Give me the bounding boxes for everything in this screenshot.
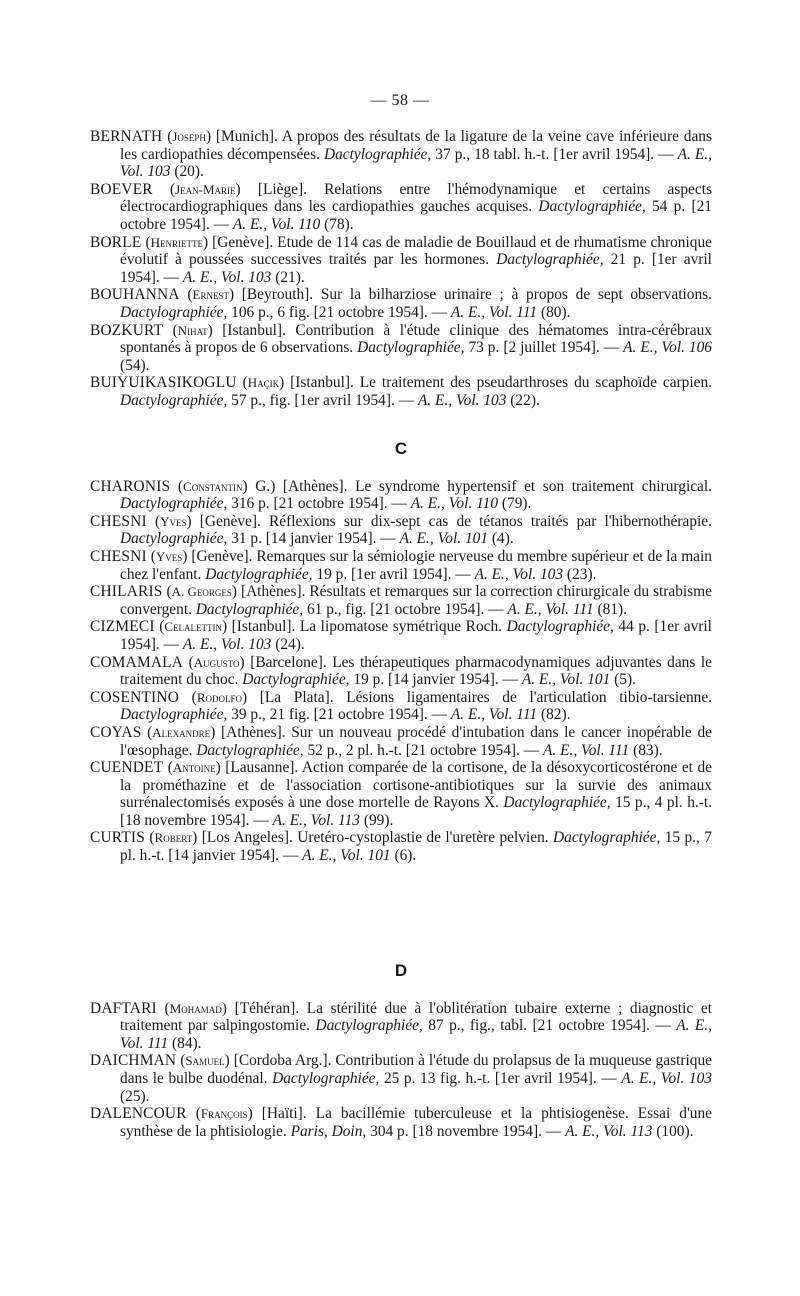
author-surname: DAICHMAN — [90, 1052, 177, 1070]
author-forename: Celalettin — [164, 619, 222, 635]
page-number: — 58 — — [370, 92, 430, 109]
entry-details: 61 p., fig. [21 octobre 1954]. — — [306, 600, 504, 618]
author-forename: Yves — [160, 513, 187, 529]
entry-format: Dactylographiée, — [120, 303, 228, 321]
author-surname: BUIYUIKASIKOGLU — [90, 374, 237, 392]
entry-title: [Liège]. Relations entre l'hémodynamique et certains aspects électrocardiographiques dans les cardiopathies gauches acquises. — [120, 180, 712, 216]
entry-details: 15 p., 7 pl. h.-t. [14 janvier 1954]. — — [120, 829, 712, 865]
entry-details: 19 p. [1er avril 1954]. — — [316, 565, 471, 583]
entry-number: (22). — [510, 391, 540, 409]
entry-format: Dactylographiée, — [506, 618, 614, 636]
bibliography-column-c — [90, 440, 712, 865]
author-forename: Rodolfo — [196, 689, 242, 705]
entry-title: G.) [Athènes]. Le syndrome hypertensif et son traitement chirurgical. — [255, 477, 713, 495]
author-forename: Augusto — [193, 654, 240, 670]
entry-format: Dactylographiée, — [195, 600, 304, 618]
entry-details: 106 p., 6 fig. [21 octobre 1954]. — — [231, 303, 448, 321]
entry-reference: A. E., Vol. 111 — [450, 706, 538, 724]
entry-format: Dactylographiée, — [272, 1069, 380, 1087]
entry-format: Dactylographiée, — [205, 565, 313, 583]
bibliography-entry: BERNATH (Joseph) [Munich]. A propos des résultats de la ligature de la veine cave inférieure dans les cardiopathies décompensées. Dactylographiée, 37 p., 18 tabl. h.-t. [1er avril 1954]. — A. E., Vol. 103 (20). — [90, 128, 712, 181]
bibliography-entry: CHESNI (Yves) [Genève]. Réflexions sur dix-sept cas de tétanos traités par l'hibernothérapie. Dactylographiée, 31 p. [14 janvier 1954]. — A. E., Vol. 101 (4). — [90, 512, 712, 548]
entry-reference: A. E., Vol. 111 — [120, 1017, 712, 1052]
author-surname: BOEVER — [90, 180, 153, 198]
entry-reference: A. E., Vol. 111 — [543, 741, 630, 759]
bibliography-entry: BOUHANNA (Ernest) [Beyrouth]. Sur la bilharziose urinaire ; à propos de sept observations. Dactylographiée, 106 p., 6 fig. [21 octobre 1954]. — A. E., Vol. 111 (80). — [90, 286, 712, 321]
entry-details: 87 p., fig., tabl. [21 octobre 1954]. — — [428, 1017, 671, 1035]
entry-reference: A. E., Vol. 113 — [565, 1122, 653, 1140]
entry-format: Dactylographiée, — [196, 741, 304, 759]
author-surname: BERNATH — [90, 128, 163, 145]
bibliography-entry: BORLE (Henriette) [Genève]. Etude de 114 cas de maladie de Bouillaud et de rhumatisme chronique évolutif à poussées successives traités par les hormones. Dactylographiée, 21 p. [1er avril 1954]. — A. E., Vol. 103 (21). — [90, 233, 712, 286]
entry-number: (100). — [656, 1122, 694, 1140]
bibliography-entry: COSENTINO (Rodolfo) [La Plata]. Lésions ligamentaires de l'articulation tibio-tarsienne. Dactylographiée, 39 p., 21 fig. [21 octobre 1954]. — A. E., Vol. 111 (82). — [90, 688, 713, 724]
entry-reference: A. E., Vol. 103 — [120, 145, 712, 181]
entry-title: [Munich]. A propos des résultats de la ligature de la veine cave inférieure dans les cardiopathies décompensées. — [120, 128, 712, 163]
entry-format: Dactylographiée, — [496, 251, 604, 269]
entry-number: (99). — [363, 811, 394, 829]
author-surname: DALENCOUR — [90, 1105, 187, 1123]
author-forename: François — [200, 1106, 248, 1122]
entry-format: Paris, Doin, — [290, 1122, 367, 1140]
bibliography-entry: BUIYUIKASIKOGLU (Haçik) [Istanbul]. Le traitement des pseudarthroses du scaphoïde carpien. Dactylographiée, 57 p., fig. [1er avril 1954]. — A. E., Vol. 103 (22). — [90, 374, 712, 409]
bibliography-entry: CHILARIS (A. Georges) [Athènes]. Résultats et remarques sur la correction chirurgicale du strabisme convergent. Dactylographiée, 61 p., fig. [21 octobre 1954]. — A. E., Vol. 111 (81). — [90, 583, 712, 618]
entry-details: 316 p. [21 octobre 1954]. — — [231, 495, 407, 513]
entry-format: Dactylographiée, — [357, 339, 465, 357]
bibliography-entry: CUENDET (Antoine) [Lausanne]. Action comparée de la cortisone, de la désoxycorticostérone et de la prométhazine et de l'association cortisone-antibiotiques sur la survie des animaux surrénalectomisés exposés à une dose mortelle de Rayons X. Dactylographiée, 15 p., 4 pl. h.-t. [18 novembre 1954]. — A. E., Vol. 113 (99). — [90, 759, 712, 829]
entry-format: Dactylographiée, — [120, 391, 228, 409]
entry-number: (83). — [633, 741, 663, 759]
entry-title: [Los Angeles]. Uretéro-cystoplastie de l'uretère pelvien. — [201, 829, 549, 847]
entry-reference: A. E., Vol. 103 — [182, 635, 272, 653]
entry-reference: A. E., Vol. 106 — [623, 339, 712, 357]
bibliography-entry: CURTIS (Robert) [Los Angeles]. Uretéro-cystoplastie de l'uretère pelvien. Dactylographiée, 15 p., 7 pl. h.-t. [14 janvier 1954]. — A. E., Vol. 101 (6). — [90, 829, 712, 865]
entry-format: Dactylographiée, — [323, 145, 432, 163]
entry-format: Dactylographiée, — [120, 495, 228, 513]
author-forename: Constantin — [183, 478, 243, 494]
author-surname: CURTIS — [90, 829, 146, 847]
entry-title: [Genève]. Remarques sur la sémiologie nerveuse du membre supérieur et de la main chez l'enfant. — [120, 547, 712, 583]
author-forename: Henriette — [150, 234, 203, 250]
bibliography-column — [90, 128, 712, 410]
entry-number: (6). — [394, 847, 417, 865]
section-b — [90, 128, 712, 410]
entry-reference: A. E., Vol. 101 — [521, 671, 611, 689]
author-surname: CHESNI — [90, 547, 147, 565]
author-surname: DAFTARI — [90, 999, 157, 1017]
entry-details: 52 p., 2 pl. h.-t. [21 octobre 1954]. — — [307, 741, 540, 759]
entry-format: Dactylographiée, — [538, 198, 646, 216]
author-forename: Haçik — [247, 375, 280, 391]
entry-number: (84). — [172, 1034, 202, 1052]
entry-number: (20). — [174, 163, 204, 181]
entry-reference: A. E., Vol. 103 — [474, 565, 564, 583]
bibliography-entry: DALENCOUR (François) [Haïti]. La bacillémie tuberculeuse et la phtisiogenèse. Essai d'une synthèse de la phtisiologie. Paris, Doin, 304 p. [18 novembre 1954]. — A. E., Vol. 113 (100). — [90, 1105, 712, 1140]
bibliography-entry: CHESNI (Yves) [Genève]. Remarques sur la sémiologie nerveuse du membre supérieur et de la main chez l'enfant. Dactylographiée, 19 p. [1er avril 1954]. — A. E., Vol. 103 (23). — [90, 547, 712, 583]
author-surname: CHESNI — [90, 512, 147, 530]
author-forename: Jean-Marie — [175, 181, 236, 197]
author-surname: COMAMALA — [90, 653, 184, 671]
author-surname: COYAS — [90, 723, 142, 741]
entry-number: (5). — [614, 671, 636, 689]
entry-title: [Haïti]. La bacillémie tuberculeuse et la phtisiogenèse. Essai d'une synthèse de la phtisiologie. — [120, 1105, 712, 1140]
entry-format: Dactylographiée, — [242, 671, 350, 689]
entry-format: Dactylographiée, — [315, 1017, 423, 1035]
entry-number: (81). — [597, 600, 627, 618]
bibliography-column-d — [90, 962, 712, 1140]
author-forename: Alexandre — [152, 724, 211, 740]
entry-title: [Téhéran]. La stérilité due à l'oblitération tubaire externe ; diagnostic et traitement par salpingostomie. — [120, 999, 712, 1035]
entry-title: [Istanbul]. La lipomatose symétrique Roch. — [231, 618, 503, 636]
author-surname: COSENTINO — [90, 688, 180, 706]
entry-reference: A. E., Vol. 103 — [621, 1069, 712, 1087]
author-forename: Antoine — [172, 760, 216, 776]
entry-details: 19 p. [14 janvier 1954]. — — [353, 671, 518, 689]
entry-title: [Istanbul]. Contribution à l'étude clinique des hématomes intra-cérébraux spontanés à propos de 6 observations. — [120, 321, 712, 357]
entry-number: (25). — [120, 1087, 150, 1105]
entry-format: Dactylographiée, — [553, 829, 661, 847]
entry-details: 39 p., 21 fig. [21 octobre 1954]. — — [231, 706, 448, 724]
entry-number: (23). — [566, 565, 597, 583]
entry-reference: A. E., Vol. 111 — [450, 303, 538, 321]
entry-number: (80). — [540, 303, 571, 321]
author-forename: Joseph — [172, 129, 206, 144]
entry-reference: A. E., Vol. 101 — [399, 530, 489, 548]
entry-number: (79). — [501, 495, 532, 513]
entry-title: [Genève]. Etude de 114 cas de maladie de Bouillaud et de rhumatisme chronique évolutif à poussées successives traités par les hormones. — [120, 233, 712, 269]
author-surname: CIZMECI — [90, 618, 155, 636]
entry-details: 31 p. [14 janvier 1954]. — — [231, 530, 396, 548]
bibliography-entry: COYAS (Alexandre) [Athènes]. Sur un nouveau procédé d'intubation dans le cancer inopérable de l'œsophage. Dactylographiée, 52 p., 2 pl. h.-t. [21 octobre 1954]. — A. E., Vol. 111 (83). — [90, 723, 712, 759]
bibliography-entry: CIZMECI (Celalettin) [Istanbul]. La lipomatose symétrique Roch. Dactylographiée, 44 p. [1er avril 1954]. — A. E., Vol. 103 (24). — [90, 618, 712, 653]
entry-details: 304 p. [18 novembre 1954]. — — [370, 1122, 562, 1140]
bibliography-entry: BOEVER (Jean-Marie) [Liège]. Relations entre l'hémodynamique et certains aspects électrocardiographiques dans les cardiopathies gauches acquises. Dactylographiée, 54 p. [21 octobre 1954]. — A. E., Vol. 110 (78). — [90, 180, 712, 233]
entry-number: (24). — [275, 635, 305, 653]
author-forename: Robert — [154, 830, 193, 846]
bibliography-entry: DAICHMAN (Samuel) [Cordoba Arg.]. Contribution à l'étude du prolapsus de la muqueuse gastrique dans le bulbe duodénal. Dactylographiée, 25 p. 13 fig. h.-t. [1er avril 1954]. — A. E., Vol. 103 (25). — [90, 1052, 712, 1105]
bibliography-entry: DAFTARI (Mohamad) [Téhéran]. La stérilité due à l'oblitération tubaire externe ; diagnostic et traitement par salpingostomie. Dactylographiée, 87 p., fig., tabl. [21 octobre 1954]. — A. E., Vol. 111 (84). — [90, 999, 712, 1052]
bibliography-entry: CHARONIS (Constantin) G.) [Athènes]. Le syndrome hypertensif et son traitement chirurgical. Dactylographiée, 316 p. [21 octobre 1954]. — A. E., Vol. 110 (79). — [90, 477, 713, 513]
entry-title: [Athènes]. Sur un nouveau procédé d'intubation dans le cancer inopérable de l'œsophage. — [120, 723, 712, 759]
author-surname: CHARONIS — [90, 477, 171, 495]
entry-details: 15 p., 4 pl. h.-t. [18 novembre 1954]. — — [120, 794, 712, 829]
author-forename: Ernest — [192, 287, 229, 303]
entry-reference: A. E., Vol. 110 — [410, 495, 499, 513]
author-surname: BOUHANNA — [90, 286, 180, 304]
entry-title: [Lausanne]. Action comparée de la cortisone, de la désoxycorticostérone et de la prométhazine et de l'association cortisone-antibiotiques sur la survie des animaux surrénalectomisés exposés à une dose mortelle de Rayons X. — [120, 759, 712, 812]
author-forename: Yves — [155, 548, 183, 564]
entry-reference: A. E., Vol. 103 — [417, 391, 507, 409]
entry-details: 44 p. [1er avril 1954]. — — [120, 618, 712, 653]
author-surname: BOZKURT — [90, 321, 164, 339]
entry-number: (82). — [540, 706, 571, 724]
author-forename: A. Georges — [171, 584, 232, 600]
entry-title: [Cordoba Arg.]. Contribution à l'étude du prolapsus de la muqueuse gastrique dans le bulbe duodénal. — [120, 1052, 712, 1087]
entry-title: [Istanbul]. Le traitement des pseudarthroses du scaphoïde carpien. — [290, 374, 712, 392]
entry-title: [Barcelone]. Les thérapeutiques pharmacodynamiques adjuvantes dans le traitement du choc. — [120, 653, 713, 689]
entry-details: 37 p., 18 tabl. h.-t. [1er avril 1954]. — — [435, 145, 674, 163]
section-letter-d: D — [394, 961, 408, 980]
entry-number: (4). — [491, 530, 514, 548]
entry-reference: A. E., Vol. 101 — [302, 847, 391, 865]
entry-number: (78). — [324, 215, 354, 233]
author-forename: Nihat — [177, 322, 208, 338]
entry-format: Dactylographiée, — [120, 530, 228, 548]
author-surname: CUENDET — [90, 759, 164, 777]
entry-details: 57 p., fig. [1er avril 1954]. — — [231, 391, 415, 409]
author-forename: Samuel — [185, 1053, 225, 1069]
entry-details: 25 p. 13 fig. h.-t. [1er avril 1954]. — — [383, 1069, 617, 1087]
entry-details: 21 p. [1er avril 1954]. — — [120, 251, 712, 286]
entry-number: (21). — [275, 268, 305, 286]
bibliography-entry: BOZKURT (Nihat) [Istanbul]. Contribution à l'étude clinique des hématomes intra-cérébraux spontanés à propos de 6 observations. Dactylographiée, 73 p. [2 juillet 1954]. — A. E., Vol. 106 (54). — [90, 321, 712, 374]
author-forename: Mohamad — [169, 1000, 222, 1016]
entry-reference: A. E., Vol. 113 — [272, 811, 360, 829]
entry-title: [Athènes]. Résultats et remarques sur la correction chirurgicale du strabisme convergent. — [120, 583, 712, 618]
entry-title: [Beyrouth]. Sur la bilharziose urinaire ; à propos de sept observations. — [241, 286, 712, 304]
entry-details: 73 p. [2 juillet 1954]. — — [468, 339, 620, 357]
entry-title: [La Plata]. Lésions ligamentaires de l'articulation tibio-tarsienne. — [259, 688, 713, 706]
entry-reference: A. E., Vol. 111 — [507, 600, 594, 618]
entry-title: [Genève]. Réflexions sur dix-sept cas de tétanos traités par l'hibernothérapie. — [199, 512, 712, 530]
section-letter-c: C — [394, 439, 408, 458]
entry-reference: A. E., Vol. 110 — [232, 215, 321, 233]
bibliography-entry: COMAMALA (Augusto) [Barcelone]. Les thérapeutiques pharmacodynamiques adjuvantes dans le traitement du choc. Dactylographiée, 19 p. [14 janvier 1954]. — A. E., Vol. 101 (5). — [90, 653, 713, 689]
entry-reference: A. E., Vol. 103 — [182, 268, 272, 286]
author-surname: CHILARIS — [90, 583, 163, 601]
entry-number: (54). — [120, 356, 150, 374]
entry-details: 54 p. [21 octobre 1954]. — — [120, 198, 712, 233]
entry-format: Dactylographiée, — [503, 794, 611, 812]
author-surname: BORLE — [90, 233, 142, 251]
entry-format: Dactylographiée, — [120, 706, 228, 724]
